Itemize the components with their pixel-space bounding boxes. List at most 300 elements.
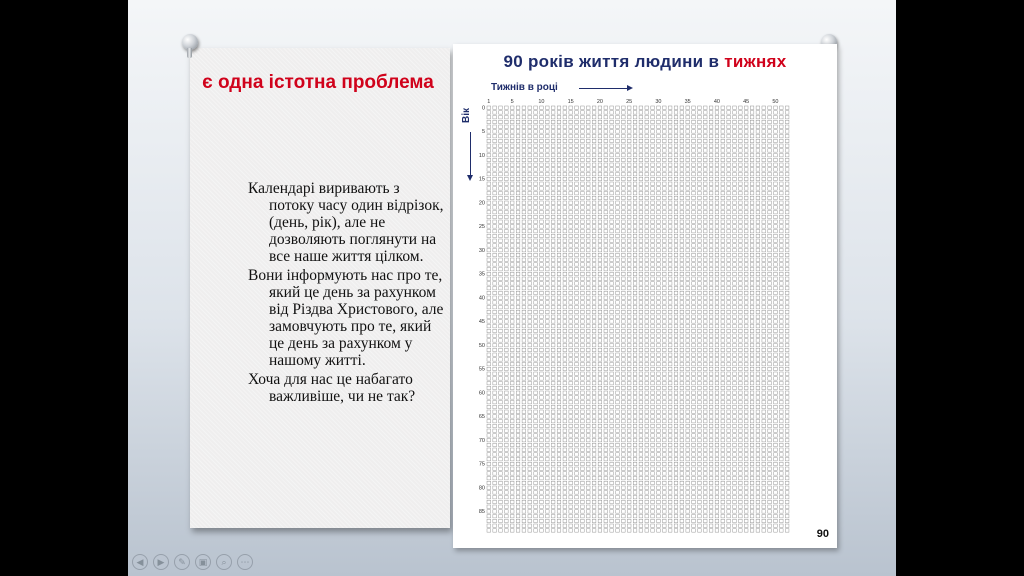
week-cell [528, 401, 532, 404]
week-cell [616, 329, 620, 332]
week-cell [750, 491, 754, 494]
week-cell [622, 130, 626, 133]
week-cell [487, 168, 491, 171]
week-cell [709, 453, 713, 456]
week-cell [733, 486, 737, 489]
week-cell [586, 320, 590, 323]
week-cell [633, 505, 637, 508]
week-cell [546, 206, 550, 209]
week-cell [551, 434, 555, 437]
week-cell [528, 320, 532, 323]
week-cell [680, 125, 684, 128]
week-cell [528, 215, 532, 218]
week-cell [493, 505, 497, 508]
week-cell [721, 244, 725, 247]
week-cell [534, 239, 538, 242]
week-cell [487, 339, 491, 342]
week-cell [645, 158, 649, 161]
week-cell [750, 187, 754, 190]
week-cell [563, 258, 567, 261]
week-cell [586, 410, 590, 413]
week-cell [633, 116, 637, 119]
week-cell [546, 130, 550, 133]
week-cell [668, 524, 672, 527]
week-cell [709, 182, 713, 185]
week-cell [774, 382, 778, 385]
week-cell [499, 196, 503, 199]
week-cell [610, 372, 614, 375]
week-cell [686, 429, 690, 432]
week-cell [698, 296, 702, 299]
week-cell [639, 315, 643, 318]
week-cell [692, 344, 696, 347]
week-cell [668, 201, 672, 204]
week-cell [516, 177, 520, 180]
week-cell [692, 472, 696, 475]
week-cell [703, 201, 707, 204]
week-cell [721, 154, 725, 157]
week-cell [639, 301, 643, 304]
week-cell [657, 253, 661, 256]
week-cell [534, 348, 538, 351]
week-cell [487, 315, 491, 318]
week-cell [698, 396, 702, 399]
week-cell [633, 196, 637, 199]
week-cell [686, 253, 690, 256]
week-cell [756, 443, 760, 446]
week-cell [774, 524, 778, 527]
week-cell [703, 367, 707, 370]
week-cell [768, 363, 772, 366]
week-cell [510, 201, 514, 204]
week-cell [674, 168, 678, 171]
slides-icon[interactable]: ▣ [195, 554, 211, 570]
week-cell [633, 367, 637, 370]
week-cell [499, 382, 503, 385]
week-cell [698, 258, 702, 261]
week-cell [715, 377, 719, 380]
week-cell [622, 125, 626, 128]
week-cell [516, 158, 520, 161]
week-cell [616, 168, 620, 171]
week-cell [505, 401, 509, 404]
week-cell [639, 424, 643, 427]
week-cell [557, 182, 561, 185]
week-cell [598, 177, 602, 180]
week-cell [557, 215, 561, 218]
week-cell [727, 258, 731, 261]
week-cell [505, 196, 509, 199]
week-cell [744, 120, 748, 123]
zoom-icon[interactable]: ⌕ [216, 554, 232, 570]
week-cell [528, 139, 532, 142]
week-cell [756, 253, 760, 256]
week-cell [709, 443, 713, 446]
week-cell [785, 529, 789, 532]
week-cell [627, 496, 631, 499]
week-cell [534, 500, 538, 503]
week-cell [727, 301, 731, 304]
week-cell [692, 420, 696, 423]
paragraph-2: Вони інформують нас про те, який це день за рахунком від Різдва Христового, але замовчують про те, який це день за рахунком у нашому житті. [248, 267, 444, 369]
week-cell [744, 491, 748, 494]
pen-icon[interactable]: ✎ [174, 554, 190, 570]
week-cell [762, 287, 766, 290]
week-cell [610, 287, 614, 290]
week-cell [698, 486, 702, 489]
week-cell [534, 415, 538, 418]
week-cell [698, 386, 702, 389]
week-cell [610, 158, 614, 161]
week-cell [645, 291, 649, 294]
week-cell [493, 415, 497, 418]
week-cell [505, 515, 509, 518]
week-cell [534, 453, 538, 456]
week-cell [563, 158, 567, 161]
week-cell [569, 282, 573, 285]
week-cell [785, 391, 789, 394]
week-cell [663, 481, 667, 484]
week-cell [557, 377, 561, 380]
week-cell [592, 500, 596, 503]
week-cell [493, 377, 497, 380]
week-cell [686, 258, 690, 261]
week-cell [551, 220, 555, 223]
week-cell [551, 329, 555, 332]
week-cell [516, 201, 520, 204]
week-cell [563, 458, 567, 461]
week-cell [733, 420, 737, 423]
week-cell [598, 396, 602, 399]
week-cell [581, 263, 585, 266]
week-cell [657, 424, 661, 427]
week-cell [657, 268, 661, 271]
week-cell [657, 434, 661, 437]
week-cell [780, 120, 784, 123]
week-cell [663, 443, 667, 446]
week-cell [727, 211, 731, 214]
week-cell [651, 291, 655, 294]
week-cell [756, 420, 760, 423]
week-cell [493, 168, 497, 171]
week-cell [645, 372, 649, 375]
week-cell [604, 234, 608, 237]
week-cell [616, 116, 620, 119]
week-cell [651, 344, 655, 347]
week-cell [592, 306, 596, 309]
week-cell [575, 367, 579, 370]
week-cell [610, 244, 614, 247]
week-cell [581, 310, 585, 313]
week-cell [668, 225, 672, 228]
week-cell [499, 116, 503, 119]
week-cell [633, 434, 637, 437]
week-cell [721, 135, 725, 138]
week-cell [698, 529, 702, 532]
week-cell [727, 348, 731, 351]
week-cell [487, 258, 491, 261]
week-cell [762, 282, 766, 285]
week-cell [715, 291, 719, 294]
week-cell [575, 268, 579, 271]
week-cell [528, 135, 532, 138]
week-cell [586, 315, 590, 318]
week-cell [487, 462, 491, 465]
week-cell [785, 263, 789, 266]
week-cell [627, 439, 631, 442]
week-cell [768, 486, 772, 489]
week-cell [739, 382, 743, 385]
week-cell [780, 291, 784, 294]
week-cell [522, 120, 526, 123]
week-cell [721, 405, 725, 408]
week-cell [627, 524, 631, 527]
week-cell [551, 135, 555, 138]
week-cell [633, 272, 637, 275]
week-cell [663, 158, 667, 161]
week-cell [505, 291, 509, 294]
week-cell [569, 481, 573, 484]
week-cell [581, 529, 585, 532]
week-cell [651, 348, 655, 351]
week-cell [586, 344, 590, 347]
week-cell [703, 120, 707, 123]
week-cell [733, 325, 737, 328]
week-cell [780, 358, 784, 361]
week-cell [750, 391, 754, 394]
week-cell [739, 396, 743, 399]
week-cell [639, 272, 643, 275]
week-cell [780, 287, 784, 290]
week-cell [739, 120, 743, 123]
week-cell [721, 529, 725, 532]
week-cell [674, 325, 678, 328]
week-cell [668, 505, 672, 508]
week-cell [756, 339, 760, 342]
week-cell [674, 372, 678, 375]
week-cell [622, 401, 626, 404]
week-cell [505, 230, 509, 233]
week-cell [715, 201, 719, 204]
week-cell [616, 201, 620, 204]
week-cell [540, 481, 544, 484]
week-cell [692, 158, 696, 161]
week-cell [709, 382, 713, 385]
week-cell [510, 187, 514, 190]
week-cell [633, 182, 637, 185]
week-cell [768, 192, 772, 195]
week-cell [780, 386, 784, 389]
week-cell [768, 211, 772, 214]
week-cell [756, 344, 760, 347]
week-cell [528, 377, 532, 380]
week-cell [627, 168, 631, 171]
week-cell [785, 306, 789, 309]
week-cell [780, 496, 784, 499]
week-cell [546, 358, 550, 361]
week-cell [663, 173, 667, 176]
week-cell [493, 510, 497, 513]
week-cell [639, 116, 643, 119]
week-cell [516, 363, 520, 366]
week-cell [633, 258, 637, 261]
week-cell [668, 268, 672, 271]
week-cell [663, 505, 667, 508]
week-cell [598, 515, 602, 518]
week-cell [622, 296, 626, 299]
week-cell [610, 211, 614, 214]
week-cell [575, 173, 579, 176]
week-cell [680, 515, 684, 518]
week-cell [534, 334, 538, 337]
week-cell [768, 310, 772, 313]
week-cell [727, 510, 731, 513]
week-cell [774, 353, 778, 356]
week-cell [534, 163, 538, 166]
week-cell [569, 249, 573, 252]
week-cell [598, 458, 602, 461]
week-cell [604, 291, 608, 294]
week-cell [592, 401, 596, 404]
week-cell [569, 439, 573, 442]
week-cell [546, 424, 550, 427]
week-cell [698, 353, 702, 356]
week-cell [651, 215, 655, 218]
week-cell [674, 139, 678, 142]
week-cell [528, 500, 532, 503]
week-cell [487, 201, 491, 204]
week-cell [768, 177, 772, 180]
week-cell [780, 154, 784, 157]
week-cell [645, 424, 649, 427]
week-cell [780, 491, 784, 494]
week-cell [510, 154, 514, 157]
week-cell [569, 135, 573, 138]
week-cell [663, 477, 667, 480]
week-cell [774, 491, 778, 494]
week-cell [762, 453, 766, 456]
week-cell [627, 329, 631, 332]
week-cell [592, 472, 596, 475]
next-icon[interactable]: ▶ [153, 554, 169, 570]
week-cell [522, 519, 526, 522]
week-cell [604, 125, 608, 128]
week-cell [721, 472, 725, 475]
week-cell [750, 263, 754, 266]
week-cell [657, 310, 661, 313]
week-cell [768, 529, 772, 532]
week-cell [785, 111, 789, 114]
week-cell [692, 215, 696, 218]
week-cell [499, 206, 503, 209]
week-cell [627, 467, 631, 470]
week-cell [668, 211, 672, 214]
week-cell [639, 410, 643, 413]
week-cell [692, 339, 696, 342]
week-cell [762, 230, 766, 233]
week-cell [633, 215, 637, 218]
week-cell [569, 401, 573, 404]
week-cell [616, 448, 620, 451]
week-cell [657, 244, 661, 247]
week-cell [581, 163, 585, 166]
week-cell [510, 116, 514, 119]
week-cell [493, 249, 497, 252]
week-cell [522, 291, 526, 294]
week-cell [750, 510, 754, 513]
week-cell [592, 515, 596, 518]
week-cell [516, 510, 520, 513]
week-cell [657, 519, 661, 522]
week-cell [645, 434, 649, 437]
week-cell [493, 296, 497, 299]
week-cell [505, 310, 509, 313]
week-cell [686, 515, 690, 518]
week-cell [551, 234, 555, 237]
week-cell [762, 182, 766, 185]
week-cell [581, 491, 585, 494]
week-cell [534, 130, 538, 133]
week-cell [715, 396, 719, 399]
week-cell [627, 477, 631, 480]
week-cell [663, 524, 667, 527]
week-cell [715, 401, 719, 404]
week-cell [715, 301, 719, 304]
week-cell [756, 173, 760, 176]
more-icon[interactable]: ⋯ [237, 554, 253, 570]
week-cell [505, 258, 509, 261]
week-cell [663, 420, 667, 423]
week-cell [739, 467, 743, 470]
week-cell [721, 458, 725, 461]
week-cell [516, 519, 520, 522]
week-cell [540, 396, 544, 399]
week-cell [627, 429, 631, 432]
week-cell [627, 339, 631, 342]
week-cell [686, 496, 690, 499]
week-cell [563, 306, 567, 309]
week-cell [733, 448, 737, 451]
week-cell [534, 519, 538, 522]
week-cell [727, 367, 731, 370]
previous-icon[interactable]: ◀ [132, 554, 148, 570]
week-cell [715, 524, 719, 527]
week-cell [510, 481, 514, 484]
week-cell [715, 467, 719, 470]
week-cell [563, 344, 567, 347]
week-cell [581, 334, 585, 337]
week-cell [715, 462, 719, 465]
week-cell [627, 434, 631, 437]
week-cell [616, 158, 620, 161]
week-cell [622, 529, 626, 532]
week-cell [698, 163, 702, 166]
week-cell [575, 420, 579, 423]
week-cell [721, 524, 725, 527]
week-cell [510, 192, 514, 195]
week-cell [499, 500, 503, 503]
week-cell [774, 215, 778, 218]
week-cell [762, 348, 766, 351]
y-tick-label: 75 [478, 461, 485, 468]
week-cell [727, 439, 731, 442]
week-cell [733, 524, 737, 527]
week-cell [774, 220, 778, 223]
week-cell [698, 481, 702, 484]
week-cell [727, 410, 731, 413]
week-cell [622, 372, 626, 375]
week-cell [499, 282, 503, 285]
